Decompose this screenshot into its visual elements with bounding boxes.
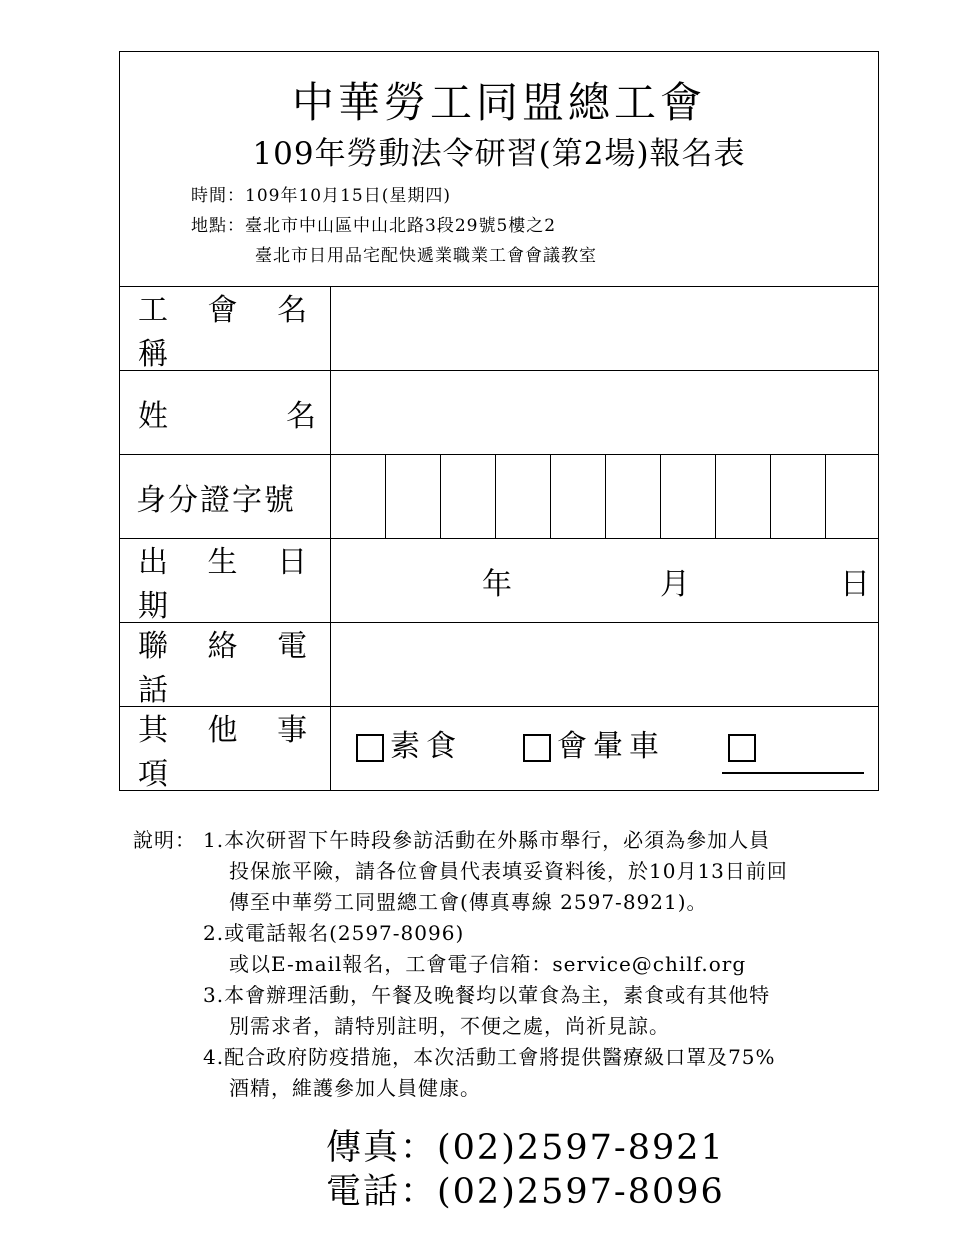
note-line: 傳至中華勞工同盟總工會(傳真專線 2597-8921)。 [229,890,708,914]
event-time: 時間：109年10月15日(星期四) [191,186,451,206]
id-digit-cell[interactable] [386,455,441,538]
other-checkbox[interactable] [728,734,756,762]
carsick-checkbox[interactable] [523,734,551,762]
birth-month-label: 月 [660,566,690,602]
id-digit-cell[interactable] [331,455,386,538]
form-header [120,52,878,286]
name-row [120,370,878,454]
vegetarian-checkbox[interactable] [356,734,384,762]
birth-year-label: 年 [482,566,512,602]
note-line: 3.本會辦理活動，午餐及晚餐均以葷食為主，素食或有其他特 [203,983,771,1007]
birth-date-row [120,538,878,622]
other-blank-line[interactable] [722,772,864,774]
union-name-label: 工 會 名 稱 [120,287,331,370]
name-field[interactable] [332,371,878,454]
name-label-second: 名 [286,398,316,434]
contact-phone: 電話：(02)2597-8096 [326,1172,725,1212]
note-line: 酒精，維護參加人員健康。 [229,1076,481,1100]
birth-date-label: 出 生 日 期 [120,539,331,622]
id-digit-cell[interactable] [826,455,878,538]
phone-row [120,622,878,706]
contact-fax: 傳真：(02)2597-8921 [326,1128,725,1168]
form-title: 109年勞動法令研習(第2場)報名表 [252,136,746,172]
event-venue: 臺北市日用品宅配快遞業職業工會會議教室 [255,246,597,266]
union-name-row [120,286,878,370]
name-label [120,371,331,454]
id-number-cells [331,455,878,538]
event-place: 地點：臺北市中山區中山北路3段29號5樓之2 [191,216,557,236]
id-number-row [120,454,878,538]
id-number-label: 身分證字號 [120,455,331,538]
id-digit-cell[interactable] [716,455,771,538]
id-digit-cell[interactable] [661,455,716,538]
id-digit-cell[interactable] [496,455,551,538]
phone-field[interactable] [332,623,878,706]
other-label: 其 他 事 項 [120,707,331,790]
id-digit-cell[interactable] [606,455,661,538]
note-line: 4.配合政府防疫措施，本次活動工會將提供醫療級口罩及75% [203,1045,776,1069]
carsick-label: 會暈車 [557,729,665,764]
other-row [120,706,878,790]
union-name-field[interactable] [332,287,878,370]
notes-prefix: 說明： [133,828,196,852]
phone-label: 聯 絡 電 話 [120,623,331,706]
registration-form [119,51,879,791]
vegetarian-label: 素食 [390,729,462,764]
name-label-first: 姓 [138,398,168,434]
note-line: 或以E-mail報名，工會電子信箱：service@chilf.org [229,952,747,976]
note-line: 投保旅平險，請各位會員代表填妥資料後，於10月13日前回 [229,859,788,883]
organization-name: 中華勞工同盟總工會 [291,78,706,127]
birth-day-label: 日 [840,566,870,602]
id-digit-cell[interactable] [771,455,826,538]
note-line: 1.本次研習下午時段參訪活動在外縣市舉行，必須為參加人員 [203,828,771,852]
note-line: 2.或電話報名(2597-8096) [203,921,465,945]
note-line: 別需求者，請特別註明，不便之處，尚祈見諒。 [229,1014,670,1038]
id-digit-cell[interactable] [551,455,606,538]
id-digit-cell[interactable] [441,455,496,538]
